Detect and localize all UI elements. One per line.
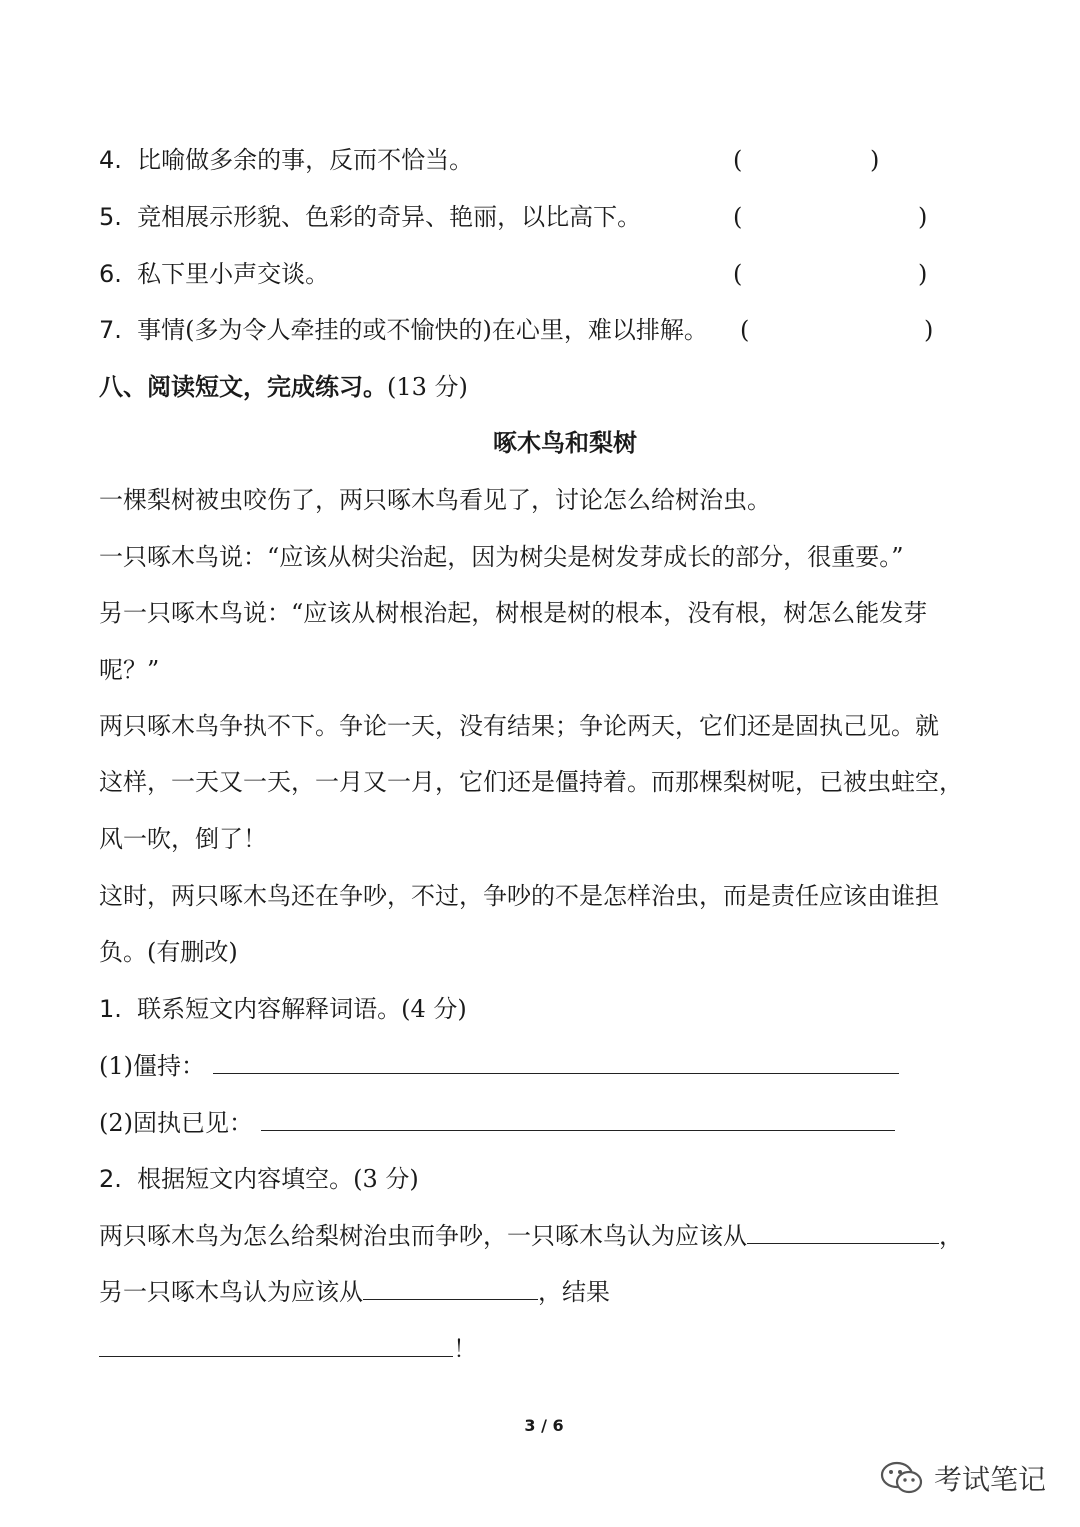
question-2-line-3: ！ <box>99 1332 477 1366</box>
definition-text: 竞相展示形貌、色彩的奇异、艳丽，以比高下。 <box>137 203 642 231</box>
answer-paren-close: ) <box>918 260 928 288</box>
story-line: 一只啄木鸟说：“应该从树尖治起，因为树尖是树发芽成长的部分，很重要。” <box>99 543 904 571</box>
answer-paren-close: ) <box>870 146 880 174</box>
story-line: 一棵梨树被虫咬伤了，两只啄木鸟看见了，讨论怎么给树治虫。 <box>99 486 771 514</box>
answer-paren-open: ( <box>733 260 743 288</box>
section-points: (13 分) <box>387 373 468 401</box>
section-heading: 八、阅读短文，完成练习。(13 分) <box>99 372 468 401</box>
definition-text: 事情(多为令人牵挂的或不愉快的)在心里，难以排解。 <box>137 316 708 344</box>
answer-blank[interactable] <box>261 1106 895 1131</box>
wechat-icon <box>880 1460 924 1496</box>
watermark-text: 考试笔记 <box>934 1463 1047 1496</box>
question-1: 1. 联系短文内容解释词语。(4 分) <box>99 995 467 1023</box>
story-line: 呢？” <box>99 656 160 684</box>
answer-blank[interactable] <box>99 1332 453 1357</box>
answer-blank[interactable] <box>213 1049 899 1074</box>
answer-paren-open: ( <box>733 146 743 174</box>
watermark <box>880 1458 1046 1498</box>
question-2-line-2: 另一只啄木鸟认为应该从 ，结果 <box>99 1275 610 1309</box>
story-line: 风一吹，倒了！ <box>99 825 267 853</box>
question-2-line-1: 两只啄木鸟为怎么给梨树治虫而争吵，一只啄木鸟认为应该从 ， <box>99 1219 963 1253</box>
question-1-item-2: (2)固执已见： <box>99 1106 895 1140</box>
answer-paren-open: ( <box>733 203 743 231</box>
answer-blank[interactable] <box>747 1219 939 1244</box>
definition-5: 5. 竞相展示形貌、色彩的奇异、艳丽，以比高下。 <box>99 203 642 231</box>
story-line: 这样，一天又一天，一月又一月，它们还是僵持着。而那棵梨树呢，已被虫蛀空， <box>99 768 963 796</box>
definition-text: 私下里小声交谈。 <box>137 260 330 288</box>
answer-paren-open: ( <box>740 316 750 344</box>
question-1-item-1: (1)僵持： <box>99 1049 899 1083</box>
definition-6: 6. 私下里小声交谈。 <box>99 260 330 288</box>
answer-paren-close: ) <box>918 203 928 231</box>
definition-7: 7. 事情(多为令人牵挂的或不愉快的)在心里，难以排解。 <box>99 316 708 344</box>
page-number: 3 / 6 <box>524 1416 564 1435</box>
story-title: 啄木鸟和梨树 <box>493 428 637 457</box>
story-line: 这时，两只啄木鸟还在争吵，不过，争吵的不是怎样治虫，而是责任应该由谁担 <box>99 882 939 910</box>
story-line: 两只啄木鸟争执不下。争论一天，没有结果；争论两天，它们还是固执己见。就 <box>99 712 939 740</box>
story-line: 另一只啄木鸟说：“应该从树根治起，树根是树的根本，没有根，树怎么能发芽 <box>99 599 928 627</box>
answer-blank[interactable] <box>363 1275 538 1300</box>
definition-4: 4. 比喻做多余的事，反而不恰当。 <box>99 146 474 174</box>
definition-text: 比喻做多余的事，反而不恰当。 <box>137 146 474 174</box>
question-2: 2. 根据短文内容填空。(3 分) <box>99 1165 419 1193</box>
answer-paren-close: ) <box>924 316 934 344</box>
story-line: 负。(有删改) <box>99 938 238 966</box>
